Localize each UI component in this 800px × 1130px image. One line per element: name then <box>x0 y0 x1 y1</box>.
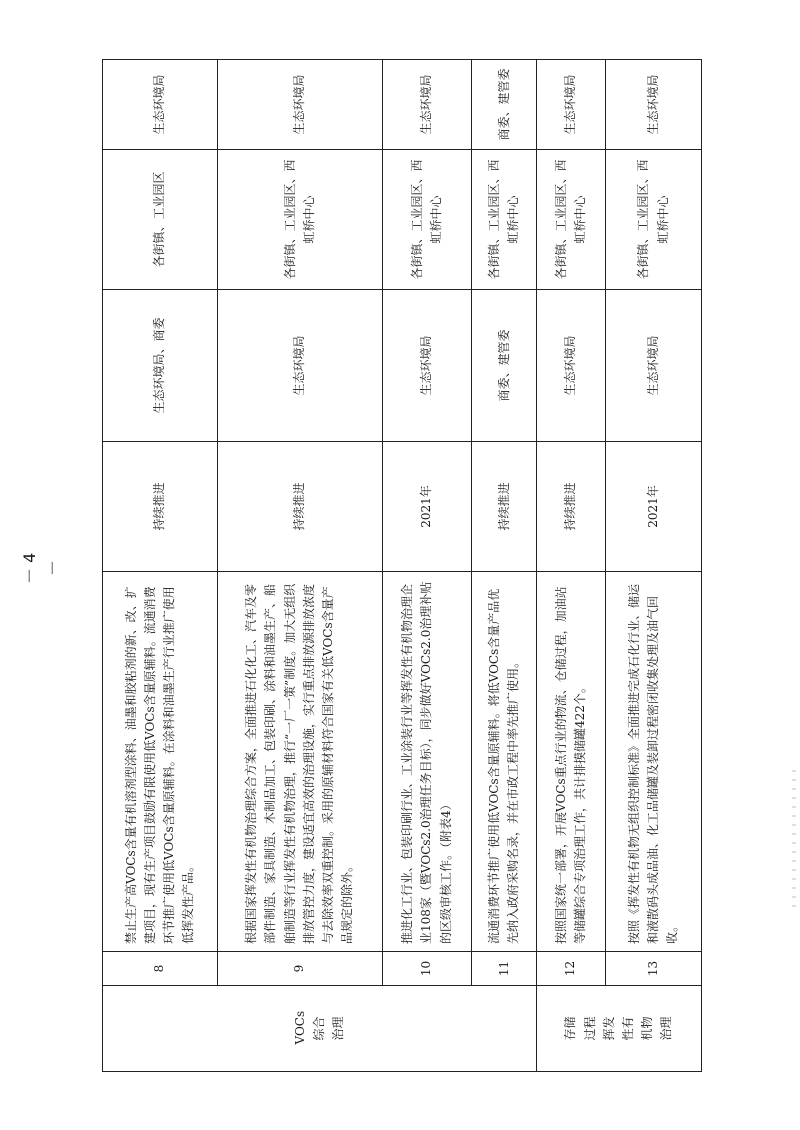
completion-time: 持续推进 <box>103 442 218 572</box>
category-label: VOCs 综合 治理 <box>292 1010 346 1045</box>
table-row <box>382 60 472 1072</box>
responsible-units: 各街镇、工业园区、西虹桥中心 <box>382 150 472 290</box>
lead-department: 生态环境局 <box>606 290 702 442</box>
supervising-department: 商委、建管委 <box>472 60 537 150</box>
completion-time: 持续推进 <box>536 442 605 572</box>
row-number: 10 <box>382 952 472 986</box>
category-cell <box>536 986 701 1072</box>
lead-department: 生态环境局 <box>382 290 472 442</box>
table-row <box>103 60 218 1072</box>
task-description: 推进化工行业、包装印刷行业、工业涂装行业等挥发性有机物治理企业108家（暨VOCs2.0治理任务目标），同步做好VOCs2.0治理补贴的区级审核工作。（附表4） <box>382 572 472 952</box>
lead-department: 生态环境局 <box>536 290 605 442</box>
completion-time: 2021年 <box>606 442 702 572</box>
lead-department: 生态环境局、商委 <box>103 290 218 442</box>
task-description: 禁止生产高VOCs含量有机溶剂型涂料、油墨和胶粘剂的新、改、扩建项目，现有生产项目鼓励有限使用低VOCs含量原辅料。流通消费环节推广使用低VOCs含量原辅料。在涂料和油墨生产行业推广使用低挥发性产品。 <box>103 572 218 952</box>
table-row <box>536 60 605 1072</box>
completion-time: 2021年 <box>382 442 472 572</box>
supervising-department: 生态环境局 <box>382 60 472 150</box>
category-label: 存储 过程 挥发 性有 机物 治理 <box>563 1016 674 1041</box>
category-cell <box>103 986 537 1072</box>
task-description: 按照国家统一部署，开展VOCs重点行业的物流、仓储过程，加油站等储罐综合专项治理工作，共计排摸储罐422个。 <box>536 572 605 952</box>
rotated-table-container <box>102 60 702 1072</box>
table-row <box>217 60 382 1072</box>
scan-artifact <box>792 770 796 910</box>
responsible-units: 各街镇、工业园区、西虹桥中心 <box>606 150 702 290</box>
responsible-units: 各街镇、工业园区 <box>103 150 218 290</box>
responsible-units: 各街镇、工业园区、西虹桥中心 <box>217 150 382 290</box>
row-number: 12 <box>536 952 605 986</box>
supervising-department: 生态环境局 <box>606 60 702 150</box>
table-row <box>472 60 537 1072</box>
supervising-department: 生态环境局 <box>103 60 218 150</box>
task-description: 按照《挥发性有机物无组织控制标准》全面推进完成石化行业、储运和液散码头成品油、化工品储罐及装卸过程密闭收集处理及油气回收。 <box>606 572 702 952</box>
completion-time: 持续推进 <box>472 442 537 572</box>
task-table <box>102 59 702 1072</box>
lead-department: 商委、建管委 <box>472 290 537 442</box>
task-description: 流通消费环节推广使用低VOCs含量原辅料。将低VOCs含量产品优先纳入政府采购名录，并在市政工程中率先推广使用。 <box>472 572 537 952</box>
supervising-department: 生态环境局 <box>217 60 382 150</box>
page-number: － 4 － <box>20 552 62 584</box>
supervising-department: 生态环境局 <box>536 60 605 150</box>
responsible-units: 各街镇、工业园区、西虹桥中心 <box>472 150 537 290</box>
task-description: 根据国家挥发性有机物治理综合方案，全面推进石化化工、汽车及零部件制造、家具制造、木制品加工、包装印刷、涂料和油墨生产、船舶制造等行业挥发性有机物治理，推行“一厂一策”制度。加大无组织排放管控力度，建设适宜高效的治理设施，实行重点排放源排放浓度与去除效率双重控制。采用的原辅材料符合国家有关低VOCs含量产品规定的除外。 <box>217 572 382 952</box>
row-number: 11 <box>472 952 537 986</box>
responsible-units: 各街镇、工业园区、西虹桥中心 <box>536 150 605 290</box>
row-number: 9 <box>217 952 382 986</box>
row-number: 13 <box>606 952 702 986</box>
row-number: 8 <box>103 952 218 986</box>
lead-department: 生态环境局 <box>217 290 382 442</box>
table-row <box>606 60 702 1072</box>
completion-time: 持续推进 <box>217 442 382 572</box>
